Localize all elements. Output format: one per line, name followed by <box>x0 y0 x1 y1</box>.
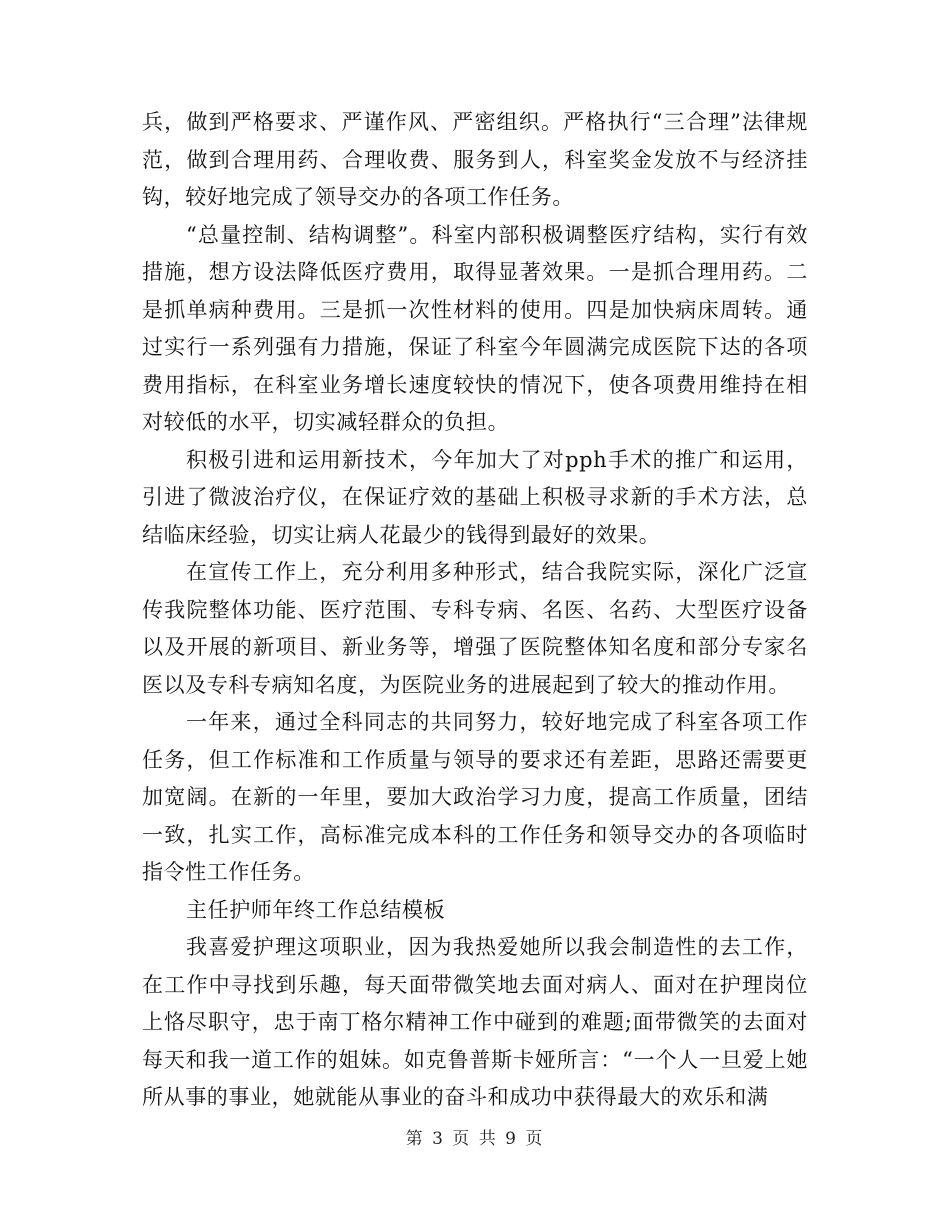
paragraph-cost-control: “总量控制、结构调整”。科室内部积极调整医疗结构，实行有效措施，想方设法降低医疗费用，取得显著效果。一是抓合理用药。二是抓单病种费用。三是抓一次性材料的使用。四是加快病床周转。通过实行一系列强有力措施，保证了科室今年圆满完成医院下达的各项费用指标，在科室业务增长速度较快的情况下，使各项费用维持在相对较低的水平，切实减轻群众的负担。 <box>142 222 808 434</box>
paragraph-new-technology: 积极引进和运用新技术，今年加大了对pph手术的推广和运用，引进了微波治疗仪，在保证疗效的基础上积极寻求新的手术方法，总结临床经验，切实让病人花最少的钱得到最好的效果。 <box>142 447 808 547</box>
paragraph-continued: 兵，做到严格要求、严谨作风、严密组织。严格执行“三合理”法律规范，做到合理用药、合理收费、服务到人，科室奖金发放不与经济挂钩，较好地完成了领导交办的各项工作任务。 <box>142 110 808 209</box>
paragraph-summary: 一年来，通过全科同志的共同努力，较好地完成了科室各项工作任务，但工作标准和工作质量与领导的要求还有差距，思路还需要更加宽阔。在新的一年里，要加大政治学习力度，提高工作质量，团结一致，扎实工作，高标准完成本科的工作任务和领导交办的各项临时指令性工作任务。 <box>142 710 808 884</box>
paragraph-nursing: 我喜爱护理这项职业，因为我热爱她所以我会制造性的去工作，在工作中寻找到乐趣，每天面带微笑地去面对病人、面对在护理岗位上恪尽职守，忠于南丁格尔精神工作中碰到的难题;面带微笑的去面对每天和我一道工作的姐妹。如克鲁普斯卡娅所言：“一个人一旦爱上她所从事的事业，她就能从事业的奋斗和成功中获得最大的欢乐和满 <box>142 935 808 1109</box>
section-title: 主任护师年终工作总结模板 <box>186 897 446 922</box>
paragraph-publicity: 在宣传工作上，充分利用多种形式，结合我院实际，深化广泛宣传我院整体功能、医疗范围、专科专病、名医、名药、大型医疗设备以及开展的新项目、新业务等，增强了医院整体知名度和部分专家名医以及专科专病知名度，为医院业务的进展起到了较大的推动作用。 <box>142 560 808 697</box>
page-number-footer: 第 3 页 共 9 页 <box>405 1129 545 1149</box>
document-body <box>142 104 808 1117</box>
